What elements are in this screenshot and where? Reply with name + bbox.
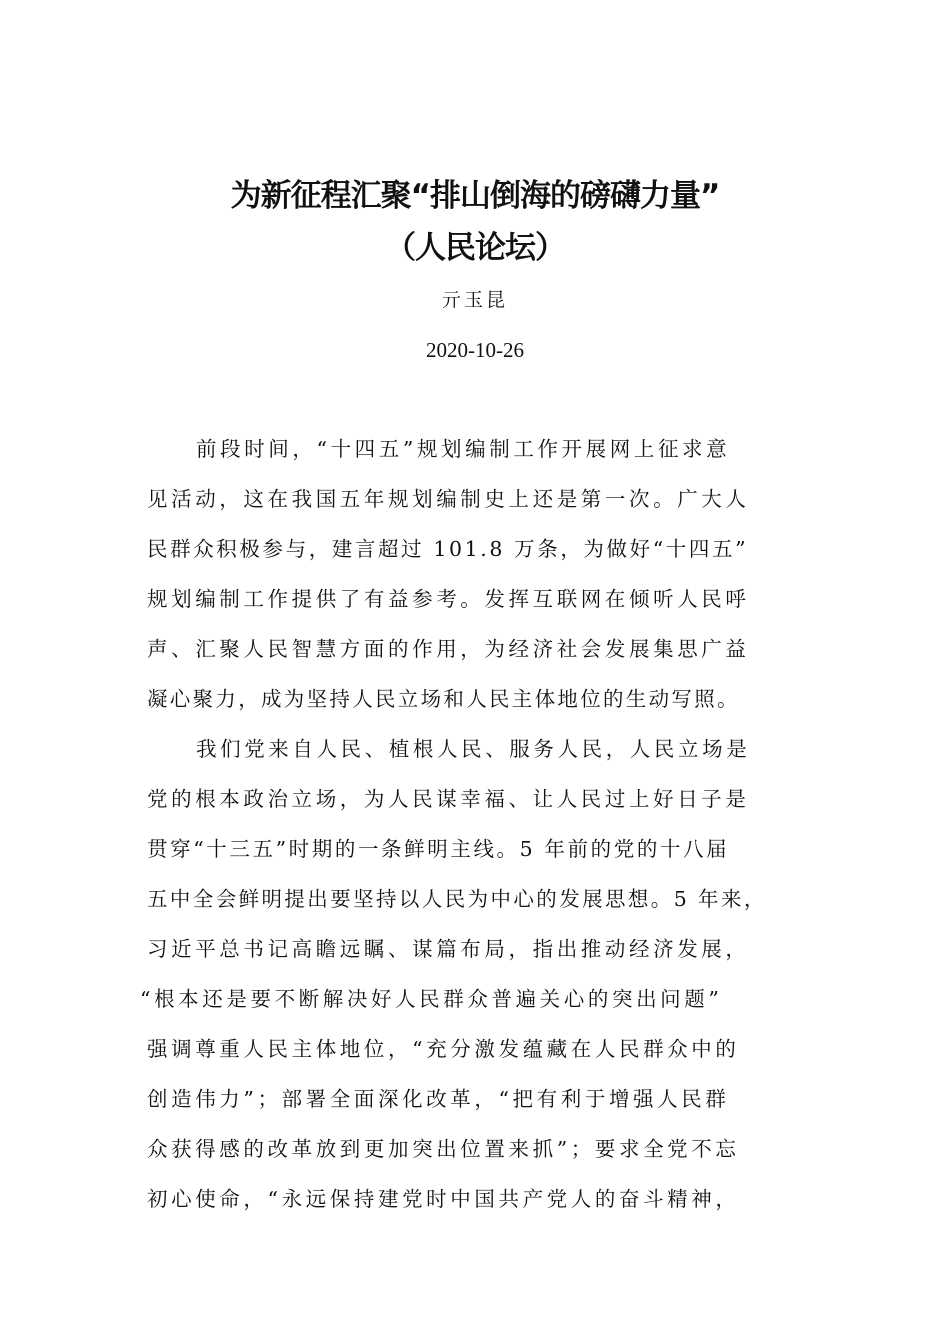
paragraph-2-line-4: 五中全会鲜明提出要坚持以人民为中心的发展思想。5 年来， [147,887,767,911]
paragraph-1-line-2: 见活动，这在我国五年规划编制史上还是第一次。广大人 [147,487,750,511]
paragraph-2-line-9: 众获得感的改革放到更加突出位置来抓”；要求全党不忘 [147,1137,740,1161]
paragraph-2-line-10: 初心使命，“永远保持建党时中国共产党人的奋斗精神， [147,1187,740,1211]
paragraph-2-line-5: 习近平总书记高瞻远瞩、谋篇布局，指出推动经济发展， [147,937,750,961]
paragraph-2-line-1: 我们党来自人民、植根人民、服务人民，人民立场是 [196,737,751,761]
paragraph-1-line-4: 规划编制工作提供了有益参考。发挥互联网在倾听人民呼 [147,587,750,611]
author-name: 亓玉昆 [441,289,508,311]
paragraph-2-line-6: “根本还是要不断解决好人民群众普遍关心的突出问题” [140,987,723,1011]
paragraph-2-line-8: 创造伟力”；部署全面深化改革，“把有利于增强人民群 [147,1087,730,1111]
paragraph-2-line-3: 贯穿“十三五”时期的一条鲜明主线。5 年前的党的十八届 [147,837,730,861]
article-title-line-1: 为新征程汇聚“排山倒海的磅礴力量” [230,178,720,214]
publish-date: 2020-10-26 [426,338,524,362]
paragraph-1-line-1: 前段时间，“十四五”规划编制工作开展网上征求意 [196,437,731,461]
paragraph-1-line-5: 声、汇聚人民智慧方面的作用，为经济社会发展集思广益 [147,637,750,661]
paragraph-2-line-7: 强调尊重人民主体地位，“充分激发蕴藏在人民群众中的 [147,1037,740,1061]
paragraph-1-line-6: 凝心聚力，成为坚持人民立场和人民主体地位的生动写照。 [147,687,740,711]
paragraph-2-line-2: 党的根本政治立场，为人民谋幸福、让人民过上好日子是 [147,787,750,811]
article-title-line-2: （人民论坛） [385,230,565,266]
paragraph-1-line-3: 民群众积极参与，建言超过 101.8 万条，为做好“十四五” [147,537,749,561]
